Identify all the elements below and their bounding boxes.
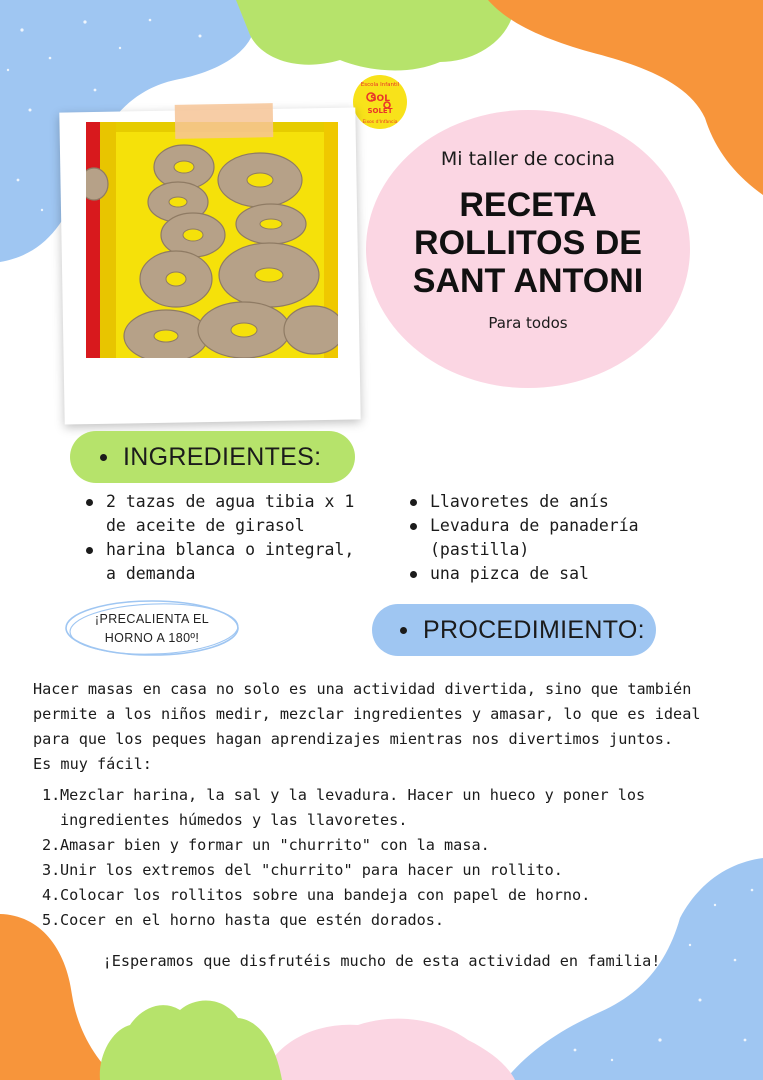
logo-name-line2: SOLET	[367, 107, 393, 115]
step-text: Cocer en el horno hasta que estén dorados.	[60, 911, 445, 929]
school-logo	[350, 72, 410, 132]
step-text: Amasar bien y formar un "churrito" con la masa.	[60, 836, 490, 854]
step-number: 1.	[42, 786, 61, 804]
ingredient-item: Levadura de panadería (pastilla)	[406, 514, 686, 562]
oven-note-text	[62, 610, 242, 648]
procedure-steps	[42, 783, 732, 933]
page-subtitle: Mi taller de cocina	[440, 148, 616, 170]
recipe-photo	[86, 122, 338, 358]
blob-bottom-green	[100, 1001, 282, 1080]
step-item	[42, 833, 732, 858]
step-number: 4.	[42, 886, 61, 904]
step-number: 2.	[42, 836, 61, 854]
ingredient-item: Llavoretes de anís	[406, 490, 686, 514]
intro-easy: Es muy fácil:	[33, 755, 152, 773]
blob-top-green	[236, 0, 515, 70]
step-text: Mezclar harina, la sal y la levadura. Hacer un hueco y poner los ingredientes húmedos y las llavoretes.	[60, 786, 646, 829]
logo-top-text: Escola Infantil	[360, 82, 400, 88]
ingredients-list-left	[82, 490, 362, 586]
step-text: Colocar los rollitos sobre una bandeja con papel de horno.	[60, 886, 591, 904]
closing-message: ¡Esperamos que disfrutéis mucho de esta actividad en familia!	[102, 952, 661, 970]
blob-bottom-left-orange	[0, 914, 118, 1080]
step-item	[42, 858, 732, 883]
rollito-11	[86, 168, 108, 200]
ingredient-item: 2 tazas de agua tibia x 1 de aceite de girasol	[82, 490, 362, 538]
oven-note-line-2: HORNO A 180º!	[104, 631, 200, 645]
bullet-icon	[400, 627, 407, 634]
ingredients-heading: INGREDIENTES:	[123, 442, 322, 471]
step-number: 5.	[42, 911, 61, 929]
logo-bottom-text: Eixos d'Infància	[362, 120, 398, 125]
tape-strip	[175, 103, 274, 139]
rollito-10	[284, 306, 338, 354]
title-line-3: SANT ANTONI	[412, 262, 644, 300]
procedure-intro	[33, 677, 733, 777]
page-title	[366, 186, 690, 300]
step-text: Unir los extremos del "churrito" para hacer un rollito.	[60, 861, 563, 879]
procedure-heading-pill	[372, 604, 656, 656]
oven-note	[62, 598, 242, 658]
audience-label: Para todos	[488, 314, 568, 332]
ingredients-heading-pill	[70, 431, 355, 483]
logo-name-line1: SOL	[370, 94, 390, 104]
procedure-heading: PROCEDIMIENTO:	[423, 615, 645, 644]
title-line-2: ROLLITOS DE	[414, 224, 642, 262]
intro-paragraph: Hacer masas en casa no solo es una actividad divertida, sino que también permite a los niños medir, mezclar ingredientes y amasar, lo que es ideal para que los peques hagan aprendizajes mientras nos divertimos juntos.	[33, 680, 701, 748]
oven-note-line-1: ¡PRECALIENTA EL	[94, 612, 210, 626]
blob-bottom-pink	[262, 1019, 515, 1080]
ingredient-item: una pizca de sal	[406, 562, 686, 586]
step-item	[42, 908, 732, 933]
step-item	[42, 783, 732, 833]
title-line-1: RECETA	[459, 186, 597, 224]
bullet-icon	[100, 454, 107, 461]
step-item	[42, 883, 732, 908]
ingredient-item: harina blanca o integral, a demanda	[82, 538, 362, 586]
step-number: 3.	[42, 861, 61, 879]
ingredients-list-right	[406, 490, 686, 586]
